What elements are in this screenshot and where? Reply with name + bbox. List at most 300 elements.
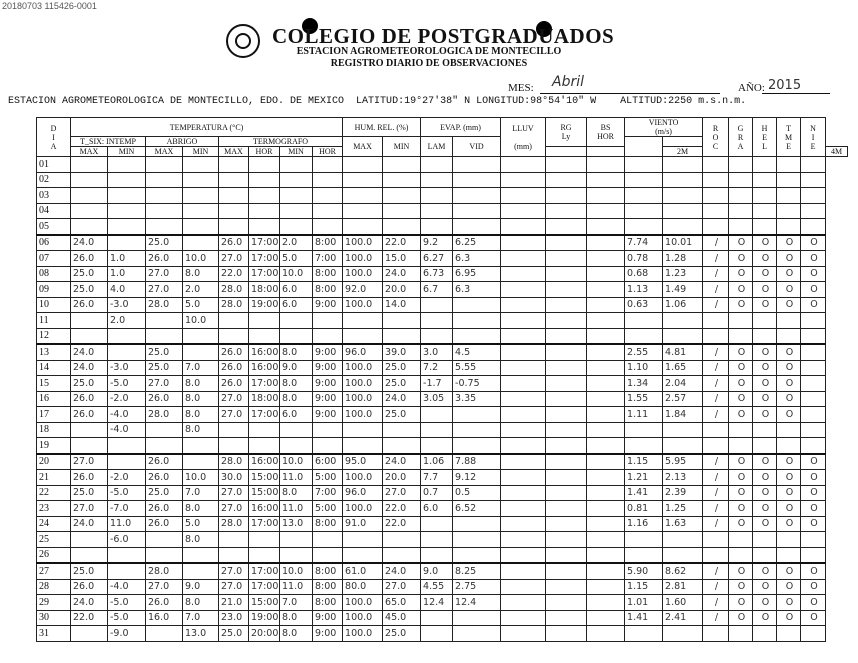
cell-rocio: [703, 438, 729, 454]
cell-abrigo-min: [183, 454, 219, 470]
cell-hum-max: [343, 313, 383, 329]
cell-viento-4m: [663, 438, 703, 454]
cell-rocio: /: [703, 266, 729, 282]
cell-termo-max: 30.0: [219, 470, 249, 486]
cell-termo-hor2: 8:00: [313, 266, 343, 282]
cell-tsix-min: 4.0: [108, 282, 146, 298]
cell-viento-2m: [625, 219, 663, 235]
cell-viento-2m: 1.10: [625, 360, 663, 376]
cell-evap-vid: [453, 547, 501, 563]
cell-granizo: O: [729, 516, 753, 532]
cell-granizo: O: [729, 282, 753, 298]
cell-rocio: [703, 157, 729, 173]
cell-niebla: [801, 438, 826, 454]
cell-viento-4m: [663, 157, 703, 173]
cell-helada: O: [753, 595, 777, 611]
cell-viento-2m: 0.63: [625, 297, 663, 313]
cell-abrigo-min: [183, 438, 219, 454]
cell-tormenta: [777, 203, 801, 219]
cell-rocio: [703, 422, 729, 438]
cell-termo-min: [280, 188, 313, 204]
header-viento-4m: 4M: [826, 147, 848, 157]
cell-evap-vid: [453, 626, 501, 642]
cell-bs: [587, 485, 625, 501]
table-row: [37, 360, 848, 376]
header-temperatura: TEMPERATURA (°C): [71, 118, 343, 137]
cell-lluvia: [501, 407, 546, 423]
cell-lluvia: [501, 516, 546, 532]
cell-rg: [546, 203, 587, 219]
cell-tsix-max: 27.0: [71, 454, 108, 470]
cell-termo-hor2: 9:00: [313, 376, 343, 392]
cell-niebla: O: [801, 470, 826, 486]
cell-tsix-max: 27.0: [71, 501, 108, 517]
cell-rg: [546, 422, 587, 438]
cell-granizo: O: [729, 501, 753, 517]
cell-granizo: [729, 313, 753, 329]
cell-abrigo-max: 26.0: [146, 516, 183, 532]
cell-helada: O: [753, 360, 777, 376]
header-viento: VIENTO (m/s): [625, 118, 703, 137]
cell-tormenta: O: [777, 516, 801, 532]
cell-viento-2m: [625, 203, 663, 219]
cell-viento-2m: 1.11: [625, 407, 663, 423]
cell-niebla: [801, 547, 826, 563]
cell-tsix-min: [108, 438, 146, 454]
cell-termo-max: [219, 547, 249, 563]
cell-rocio: /: [703, 235, 729, 251]
table-row: [37, 470, 848, 486]
cell-lluvia: [501, 266, 546, 282]
cell-lluvia: [501, 579, 546, 595]
cell-bs: [587, 282, 625, 298]
cell-lluvia: [501, 203, 546, 219]
cell-abrigo-max: 28.0: [146, 297, 183, 313]
cell-niebla: O: [801, 501, 826, 517]
cell-granizo: O: [729, 391, 753, 407]
cell-viento-2m: 2.55: [625, 344, 663, 360]
cell-rocio: /: [703, 360, 729, 376]
cell-termo-hor1: 16:00: [249, 454, 280, 470]
cell-termo-hor2: 7:00: [313, 485, 343, 501]
cell-termo-hor1: [249, 547, 280, 563]
table-row: [37, 313, 848, 329]
cell-rocio: [703, 203, 729, 219]
cell-lluvia: [501, 391, 546, 407]
cell-evap-lam: [421, 219, 453, 235]
day-cell: 24: [37, 516, 71, 532]
cell-helada: O: [753, 391, 777, 407]
cell-termo-max: 28.0: [219, 454, 249, 470]
day-cell: 03: [37, 188, 71, 204]
cell-abrigo-min: [183, 157, 219, 173]
cell-termo-min: [280, 532, 313, 548]
table-row: [37, 282, 848, 298]
cell-viento-4m: 2.13: [663, 470, 703, 486]
cell-bs: [587, 547, 625, 563]
cell-helada: O: [753, 516, 777, 532]
cell-helada: O: [753, 297, 777, 313]
cell-tsix-max: 26.0: [71, 251, 108, 267]
cell-tsix-max: [71, 422, 108, 438]
cell-evap-vid: -0.75: [453, 376, 501, 392]
cell-termo-min: 11.0: [280, 470, 313, 486]
cell-rg: [546, 610, 587, 626]
cell-hum-min: [383, 328, 421, 344]
cell-bs: [587, 563, 625, 579]
cell-termo-min: 7.0: [280, 595, 313, 611]
cell-viento-2m: 1.21: [625, 470, 663, 486]
cell-viento-4m: [663, 172, 703, 188]
cell-lluvia: [501, 172, 546, 188]
cell-tsix-min: -5.0: [108, 485, 146, 501]
table-row: [37, 188, 848, 204]
cell-abrigo-min: [183, 188, 219, 204]
cell-lluvia: [501, 610, 546, 626]
cell-termo-min: 2.0: [280, 235, 313, 251]
cell-termo-hor2: [313, 313, 343, 329]
cell-termo-max: 27.0: [219, 579, 249, 595]
cell-tsix-max: 25.0: [71, 282, 108, 298]
cell-tormenta: O: [777, 454, 801, 470]
cell-hum-max: [343, 532, 383, 548]
cell-tormenta: [777, 438, 801, 454]
cell-granizo: O: [729, 610, 753, 626]
cell-abrigo-max: [146, 626, 183, 642]
cell-hum-min: [383, 172, 421, 188]
cell-evap-lam: -1.7: [421, 376, 453, 392]
table-row: [37, 407, 848, 423]
cell-hum-max: 61.0: [343, 563, 383, 579]
cell-abrigo-max: 27.0: [146, 282, 183, 298]
cell-niebla: [801, 407, 826, 423]
cell-rocio: /: [703, 563, 729, 579]
cell-lluvia: [501, 235, 546, 251]
cell-termo-min: [280, 328, 313, 344]
cell-rg: [546, 501, 587, 517]
cell-termo-hor1: 17:00: [249, 376, 280, 392]
cell-viento-2m: 1.16: [625, 516, 663, 532]
cell-termo-hor1: 15:00: [249, 485, 280, 501]
cell-evap-lam: [421, 516, 453, 532]
cell-lluvia: [501, 251, 546, 267]
cell-evap-vid: [453, 422, 501, 438]
cell-termo-min: 6.0: [280, 407, 313, 423]
cell-hum-max: 80.0: [343, 579, 383, 595]
cell-tormenta: [777, 313, 801, 329]
cell-viento-4m: 5.95: [663, 454, 703, 470]
cell-tormenta: O: [777, 360, 801, 376]
cell-termo-hor1: [249, 532, 280, 548]
cell-helada: [753, 626, 777, 642]
cell-abrigo-max: [146, 532, 183, 548]
cell-abrigo-max: [146, 172, 183, 188]
cell-termo-max: [219, 172, 249, 188]
cell-abrigo-min: 5.0: [183, 516, 219, 532]
cell-termo-hor2: [313, 547, 343, 563]
cell-helada: O: [753, 235, 777, 251]
cell-abrigo-max: 25.0: [146, 344, 183, 360]
cell-lluvia: [501, 454, 546, 470]
cell-hum-max: [343, 328, 383, 344]
cell-hum-min: [383, 422, 421, 438]
cell-rg: [546, 172, 587, 188]
header-tsix-min: MIN: [108, 147, 146, 157]
cell-rg: [546, 376, 587, 392]
cell-rocio: /: [703, 297, 729, 313]
cell-viento-4m: 1.65: [663, 360, 703, 376]
cell-rg: [546, 360, 587, 376]
cell-rg: [546, 547, 587, 563]
cell-termo-hor2: 5:00: [313, 501, 343, 517]
cell-tormenta: O: [777, 297, 801, 313]
cell-termo-hor2: [313, 188, 343, 204]
cell-tsix-max: 26.0: [71, 407, 108, 423]
cell-hum-max: 96.0: [343, 344, 383, 360]
cell-tormenta: O: [777, 376, 801, 392]
cell-termo-max: [219, 313, 249, 329]
day-cell: 21: [37, 470, 71, 486]
cell-bs: [587, 516, 625, 532]
cell-evap-vid: 3.35: [453, 391, 501, 407]
cell-tormenta: O: [777, 579, 801, 595]
cell-viento-4m: [663, 313, 703, 329]
cell-lluvia: [501, 563, 546, 579]
cell-termo-max: 26.0: [219, 235, 249, 251]
cell-abrigo-max: 25.0: [146, 485, 183, 501]
cell-hum-min: [383, 157, 421, 173]
cell-tsix-max: [71, 313, 108, 329]
cell-tsix-min: -3.0: [108, 297, 146, 313]
cell-tormenta: O: [777, 563, 801, 579]
cell-tormenta: [777, 328, 801, 344]
cell-termo-max: 27.0: [219, 563, 249, 579]
cell-termo-hor2: 8:00: [313, 579, 343, 595]
cell-helada: [753, 532, 777, 548]
cell-lluvia: [501, 547, 546, 563]
cell-viento-2m: [625, 157, 663, 173]
cell-evap-vid: 6.3: [453, 251, 501, 267]
cell-termo-hor1: 19:00: [249, 610, 280, 626]
day-cell: 25: [37, 532, 71, 548]
cell-hum-max: 100.0: [343, 501, 383, 517]
cell-tsix-min: [108, 328, 146, 344]
cell-tormenta: O: [777, 610, 801, 626]
cell-evap-vid: [453, 438, 501, 454]
cell-rg: [546, 532, 587, 548]
cell-abrigo-min: 8.0: [183, 422, 219, 438]
cell-termo-hor2: [313, 172, 343, 188]
cell-abrigo-max: [146, 547, 183, 563]
cell-viento-4m: [663, 532, 703, 548]
table-row: [37, 547, 848, 563]
cell-tsix-min: [108, 157, 146, 173]
cell-viento-4m: 1.06: [663, 297, 703, 313]
year-line: [762, 93, 830, 94]
cell-viento-4m: [663, 547, 703, 563]
cell-termo-hor1: 16:00: [249, 360, 280, 376]
day-cell: 20: [37, 454, 71, 470]
cell-evap-lam: 12.4: [421, 595, 453, 611]
header-bs-blank: [587, 147, 625, 157]
cell-viento-2m: [625, 328, 663, 344]
cell-tormenta: [777, 532, 801, 548]
cell-abrigo-min: [183, 203, 219, 219]
cell-tsix-max: [71, 219, 108, 235]
cell-niebla: [801, 172, 826, 188]
cell-termo-hor1: [249, 188, 280, 204]
cell-termo-min: 10.0: [280, 454, 313, 470]
cell-tormenta: [777, 188, 801, 204]
cell-niebla: [801, 376, 826, 392]
cell-evap-lam: 6.27: [421, 251, 453, 267]
year-label: AÑO:: [738, 82, 765, 94]
cell-viento-2m: 7.74: [625, 235, 663, 251]
cell-tsix-min: -2.0: [108, 470, 146, 486]
cell-hum-min: 24.0: [383, 454, 421, 470]
cell-abrigo-min: [183, 547, 219, 563]
cell-evap-vid: 2.75: [453, 579, 501, 595]
cell-termo-hor2: [313, 219, 343, 235]
cell-viento-4m: [663, 219, 703, 235]
header-abrigo-max: MAX: [146, 147, 183, 157]
cell-termo-max: 27.0: [219, 251, 249, 267]
cell-evap-vid: 4.5: [453, 344, 501, 360]
cell-rocio: /: [703, 282, 729, 298]
cell-lluvia: [501, 344, 546, 360]
cell-viento-4m: 1.23: [663, 266, 703, 282]
cell-termo-hor1: 16:00: [249, 501, 280, 517]
cell-lluvia: [501, 501, 546, 517]
cell-tsix-max: 26.0: [71, 297, 108, 313]
cell-granizo: O: [729, 266, 753, 282]
cell-abrigo-max: 26.0: [146, 595, 183, 611]
table-row: [37, 391, 848, 407]
cell-abrigo-max: 26.0: [146, 391, 183, 407]
cell-evap-lam: [421, 626, 453, 642]
cell-granizo: [729, 626, 753, 642]
cell-tsix-min: [108, 188, 146, 204]
cell-termo-hor1: 17:00: [249, 516, 280, 532]
table-row: [37, 219, 848, 235]
cell-niebla: [801, 313, 826, 329]
cell-rocio: /: [703, 610, 729, 626]
cell-termo-min: 6.0: [280, 282, 313, 298]
cell-rocio: /: [703, 251, 729, 267]
cell-termo-max: [219, 422, 249, 438]
header-termo-hor1: HOR: [249, 147, 280, 157]
cell-tsix-max: [71, 157, 108, 173]
cell-termo-max: 27.0: [219, 485, 249, 501]
cell-evap-lam: 7.7: [421, 470, 453, 486]
cell-hum-max: 100.0: [343, 391, 383, 407]
cell-rocio: /: [703, 454, 729, 470]
cell-viento-2m: [625, 438, 663, 454]
cell-rocio: /: [703, 391, 729, 407]
cell-tsix-min: -3.0: [108, 360, 146, 376]
cell-termo-max: 27.0: [219, 501, 249, 517]
header-bs: BS HOR: [587, 118, 625, 147]
cell-hum-min: [383, 188, 421, 204]
cell-lluvia: [501, 376, 546, 392]
cell-tsix-max: 25.0: [71, 563, 108, 579]
cell-niebla: [801, 391, 826, 407]
cell-rg: [546, 251, 587, 267]
cell-termo-hor1: 17:00: [249, 579, 280, 595]
cell-evap-vid: [453, 188, 501, 204]
cell-evap-lam: 3.0: [421, 344, 453, 360]
cell-tsix-min: [108, 344, 146, 360]
cell-tormenta: O: [777, 282, 801, 298]
cell-termo-hor2: 7:00: [313, 251, 343, 267]
cell-rg: [546, 438, 587, 454]
day-cell: 29: [37, 595, 71, 611]
header-hum-max: MAX: [343, 137, 383, 157]
cell-granizo: O: [729, 251, 753, 267]
cell-tsix-max: 24.0: [71, 344, 108, 360]
cell-granizo: O: [729, 579, 753, 595]
cell-viento-2m: 1.34: [625, 376, 663, 392]
cell-abrigo-max: 28.0: [146, 407, 183, 423]
cell-tormenta: O: [777, 485, 801, 501]
table-row: [37, 438, 848, 454]
cell-lluvia: [501, 626, 546, 642]
cell-termo-hor1: 17:00: [249, 563, 280, 579]
cell-abrigo-max: [146, 157, 183, 173]
cell-hum-max: 100.0: [343, 407, 383, 423]
table-row: [37, 516, 848, 532]
cell-tsix-max: [71, 328, 108, 344]
cell-helada: O: [753, 344, 777, 360]
header-roc: R O C: [703, 118, 729, 157]
cell-rocio: /: [703, 376, 729, 392]
cell-rg: [546, 626, 587, 642]
cell-helada: [753, 172, 777, 188]
cell-niebla: [801, 422, 826, 438]
cell-granizo: [729, 547, 753, 563]
cell-tsix-min: -7.0: [108, 501, 146, 517]
cell-abrigo-min: 8.0: [183, 376, 219, 392]
cell-abrigo-min: [183, 235, 219, 251]
cell-viento-4m: 4.81: [663, 344, 703, 360]
cell-granizo: O: [729, 485, 753, 501]
cell-termo-hor1: [249, 219, 280, 235]
cell-termo-hor2: 8:00: [313, 595, 343, 611]
cell-abrigo-max: [146, 313, 183, 329]
cell-bs: [587, 595, 625, 611]
cell-tsix-min: [108, 203, 146, 219]
cell-termo-hor2: 9:00: [313, 610, 343, 626]
cell-tormenta: O: [777, 344, 801, 360]
cell-niebla: [801, 344, 826, 360]
cell-viento-2m: 0.78: [625, 251, 663, 267]
cell-helada: O: [753, 501, 777, 517]
cell-termo-min: [280, 219, 313, 235]
cell-rg: [546, 485, 587, 501]
cell-viento-4m: 2.39: [663, 485, 703, 501]
table-row: [37, 172, 848, 188]
cell-termo-hor2: [313, 422, 343, 438]
cell-tsix-min: [108, 454, 146, 470]
cell-abrigo-max: 28.0: [146, 563, 183, 579]
cell-viento-2m: 1.41: [625, 610, 663, 626]
cell-bs: [587, 157, 625, 173]
cell-evap-lam: 9.0: [421, 563, 453, 579]
cell-rocio: [703, 328, 729, 344]
cell-rocio: [703, 172, 729, 188]
day-cell: 07: [37, 251, 71, 267]
table-row: [37, 376, 848, 392]
